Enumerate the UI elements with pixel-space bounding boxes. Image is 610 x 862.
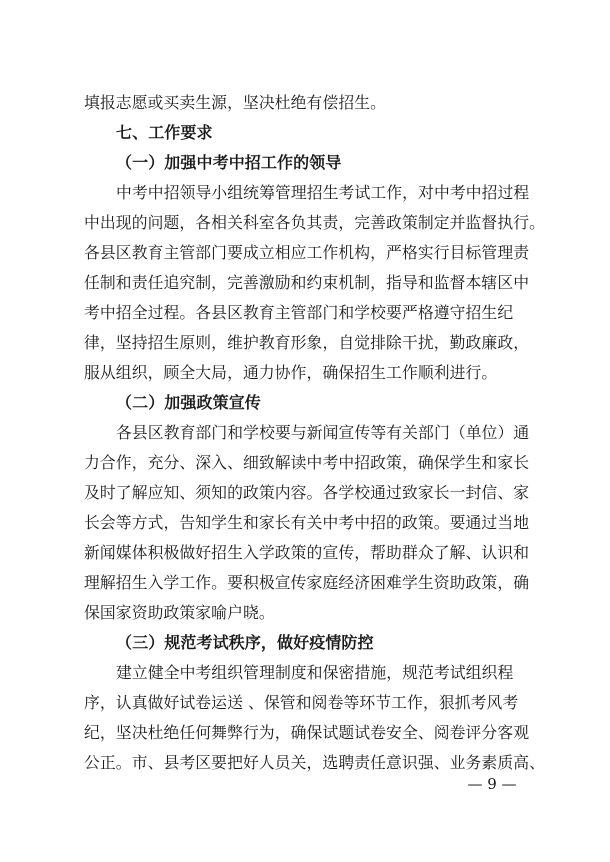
body-text-line: 律，坚持招生原则，维护教育形象，自觉排除干扰，勤政廉政，: [84, 333, 530, 352]
body-text-line: 服从组织，顾全大局，通力协作，确保招生工作顺利进行。: [84, 363, 498, 382]
body-text-line: 各县区教育部门和学校要与新闻宣传等有关部门（单位）通: [116, 423, 530, 442]
subsection-heading: （二）加强政策宣传: [116, 393, 261, 412]
body-text-line: 及时了解应知、须知的政策内容。各学校通过致家长一封信、家: [84, 483, 530, 502]
body-text-line: 填报志愿或买卖生源，坚决杜绝有偿招生。: [84, 93, 387, 112]
subsection-heading: （三）规范考试秩序，做好疫情防控: [116, 633, 374, 652]
body-text-line: 中考中招领导小组统筹管理招生考试工作，对中考中招过程: [116, 183, 530, 202]
body-text-line: 考中招全过程。各县区教育主管部门和学校要严格遵守招生纪: [84, 303, 514, 322]
body-text-line: 理解招生入学工作。要积极宣传家庭经济困难学生资助政策，确: [84, 573, 530, 592]
body-text-line: 长会等方式，告知学生和家长有关中考中招的政策。要通过当地: [84, 513, 530, 532]
body-text-line: 中出现的问题，各相关科室各负其责，完善政策制定并监督执行。: [84, 213, 546, 232]
section-heading: 七、工作要求: [116, 123, 213, 142]
body-text-line: 保国家资助政策家喻户晓。: [84, 603, 275, 622]
page-number: — 9 —: [467, 775, 517, 793]
body-text-line: 任制和责任追究制，完善激励和约束机制，指导和监督本辖区中: [84, 273, 530, 292]
body-text-line: 序，认真做好试卷运送 、保管和阅卷等环节工作，狠抓考风考: [84, 693, 519, 712]
subsection-heading: （一）加强中考中招工作的领导: [116, 153, 342, 172]
body-text-line: 力合作，充分、深入、细致解读中考中招政策，确保学生和家长: [84, 453, 530, 472]
body-text-line: 新闻媒体积极做好招生入学政策的宣传，帮助群众了解、认识和: [84, 543, 530, 562]
body-text-line: 公正。市、县考区要把好人员关，选聘责任意识强、业务素质高、: [84, 753, 546, 772]
body-text-line: 各县区教育主管部门要成立相应工作机构，严格实行目标管理责: [84, 243, 530, 262]
body-text-line: 纪，坚决杜绝任何舞弊行为，确保试题试卷安全、阅卷评分客观: [84, 723, 530, 742]
body-text-line: 建立健全中考组织管理制度和保密措施，规范考试组织程: [116, 663, 514, 682]
